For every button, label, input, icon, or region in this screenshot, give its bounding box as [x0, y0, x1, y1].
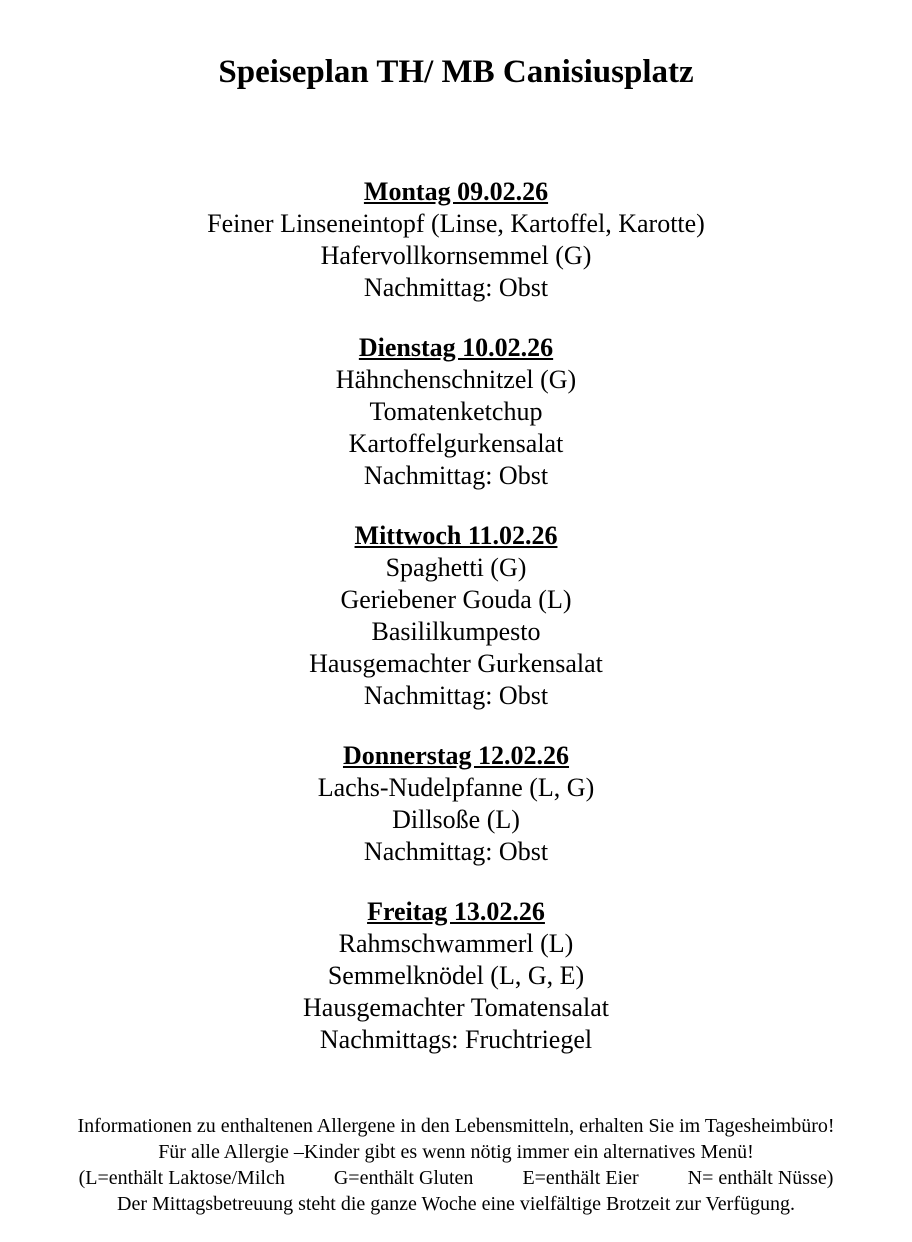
dish-item: Semmelknödel (L, G, E) — [327, 961, 585, 990]
day-wednesday — [0, 520, 912, 712]
dish-item: Hähnchenschnitzel (G) — [335, 365, 577, 394]
dish-item: Hafervollkornsemmel (G) — [320, 241, 592, 270]
dish-item: Hausgemachter Tomatensalat — [303, 993, 609, 1022]
dish-item: Geriebener Gouda (L) — [340, 585, 572, 614]
dish-item: Feiner Linseneintopf (Linse, Kartoffel, Karotte) — [207, 209, 705, 238]
lunch-care-note: Der Mittagsbetreuung steht die ganze Woche eine vielfältige Brotzeit zur Verfügung. — [117, 1193, 795, 1215]
day-heading: Freitag 13.02.26 — [367, 897, 545, 926]
allergen-legend — [0, 1165, 912, 1191]
day-heading: Donnerstag 12.02.26 — [342, 741, 570, 770]
dish-item: Hausgemachter Gurkensalat — [309, 649, 603, 678]
dish-item: Nachmittag: Obst — [363, 461, 549, 490]
page-title: Speiseplan TH/ MB Canisiusplatz — [218, 54, 694, 90]
day-heading: Dienstag 10.02.26 — [358, 333, 554, 362]
legend-item-gluten: G=enthält Gluten — [333, 1167, 474, 1189]
dish-item: Kartoffelgurkensalat — [348, 429, 564, 458]
day-tuesday — [0, 332, 912, 492]
dish-item: Rahmschwammerl (L) — [338, 929, 574, 958]
dish-item: Tomatenketchup — [369, 397, 543, 426]
day-heading: Mittwoch 11.02.26 — [354, 521, 558, 550]
legend-item-eggs: E=enthält Eier — [522, 1167, 639, 1189]
day-friday — [0, 896, 912, 1056]
legend-item-nuts: N= enthält Nüsse) — [687, 1167, 834, 1189]
allergen-footer — [0, 1113, 912, 1217]
dish-item: Dillsoße (L) — [392, 805, 520, 834]
day-monday — [0, 176, 912, 304]
weekly-menu — [0, 176, 912, 1084]
dish-item: Nachmittag: Obst — [363, 837, 549, 866]
day-thursday — [0, 740, 912, 868]
dish-item: Nachmittag: Obst — [363, 681, 549, 710]
dish-item: Nachmittag: Obst — [363, 273, 549, 302]
allergen-info-text: Informationen zu enthaltenen Allergene in den Lebensmitteln, erhalten Sie im Tagesheimbüro! — [77, 1115, 835, 1137]
allergy-alternative-note: Für alle Allergie –Kinder gibt es wenn nötig immer ein alternatives Menü! — [158, 1141, 754, 1163]
dish-item: Lachs-Nudelpfanne (L, G) — [317, 773, 595, 802]
dish-item: Spaghetti (G) — [385, 553, 527, 582]
legend-item-lactose: (L=enthält Laktose/Milch — [78, 1167, 285, 1189]
dish-item: Basililkumpesto — [371, 617, 541, 646]
day-heading: Montag 09.02.26 — [363, 177, 549, 206]
dish-item: Nachmittags: Fruchtriegel — [319, 1025, 593, 1054]
